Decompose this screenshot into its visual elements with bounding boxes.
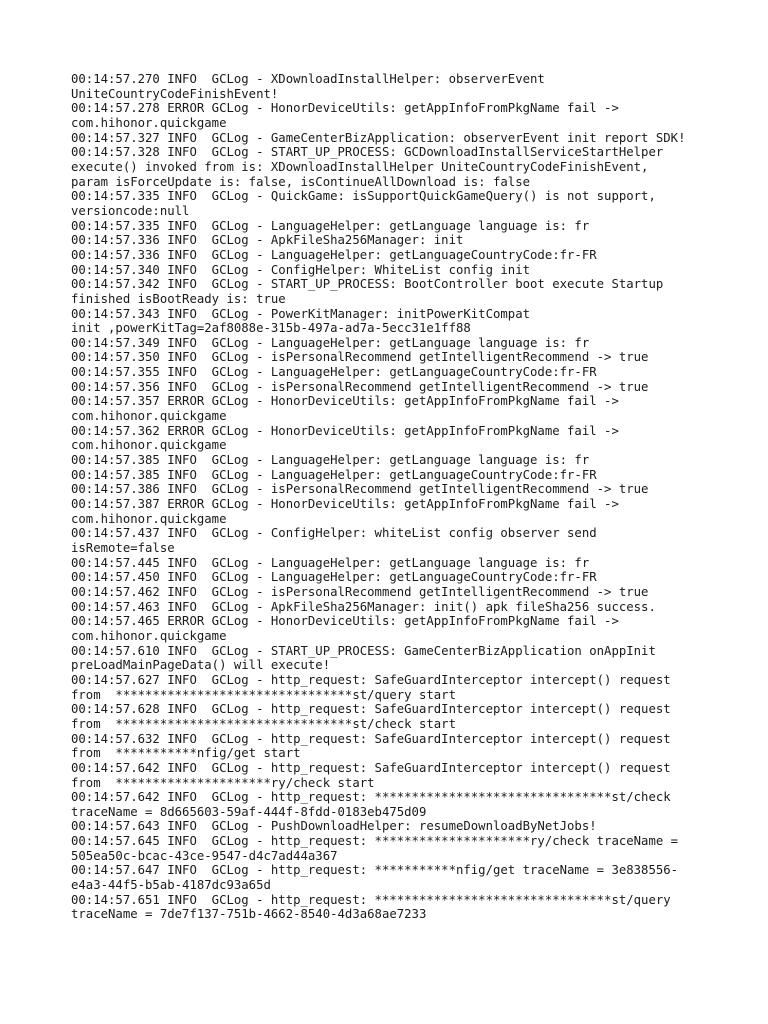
log-line: 505ea50c-bcac-43ce-9547-d4c7ad44a367	[71, 848, 338, 863]
log-line: 00:14:57.385 INFO GCLog - LanguageHelper: getLanguageCountryCode:fr-FR	[71, 467, 597, 482]
log-line: 00:14:57.362 ERROR GCLog - HonorDeviceUtils: getAppInfoFromPkgName fail ->	[71, 423, 619, 438]
log-line: 00:14:57.343 INFO GCLog - PowerKitManager: initPowerKitCompat	[71, 306, 531, 321]
log-line: init ,powerKitTag=2af8088e-315b-497a-ad7a-5ecc31e1ff88	[71, 321, 471, 336]
log-line: traceName = 8d665603-59af-444f-8fdd-0183eb475d09	[71, 804, 427, 819]
log-line: 00:14:57.328 INFO GCLog - START_UP_PROCESS: GCDownloadInstallServiceStartHelper	[71, 145, 664, 160]
log-line: from ********************************st/check start	[71, 716, 456, 731]
log-line: 00:14:57.465 ERROR GCLog - HonorDeviceUtils: getAppInfoFromPkgName fail ->	[71, 614, 619, 629]
log-line: 00:14:57.335 INFO GCLog - LanguageHelper: getLanguage language is: fr	[71, 218, 590, 233]
log-line: 00:14:57.270 INFO GCLog - XDownloadInstallHelper: observerEvent	[71, 72, 545, 86]
log-line: 00:14:57.462 INFO GCLog - isPersonalRecommend getIntelligentRecommend -> true	[71, 584, 649, 599]
log-line: 00:14:57.651 INFO GCLog - http_request: ********************************st/query	[71, 892, 671, 907]
log-line: 00:14:57.385 INFO GCLog - LanguageHelper: getLanguage language is: fr	[71, 453, 590, 468]
log-line: 00:14:57.327 INFO GCLog - GameCenterBizApplication: observerEvent init report SDK!	[71, 130, 686, 145]
log-line: 00:14:57.645 INFO GCLog - http_request: *********************ry/check traceName =	[71, 834, 679, 849]
log-line: 00:14:57.463 INFO GCLog - ApkFileSha256Manager: init() apk fileSha256 success.	[71, 599, 656, 614]
log-line: 00:14:57.450 INFO GCLog - LanguageHelper: getLanguageCountryCode:fr-FR	[71, 570, 597, 585]
log-line: versioncode:null	[71, 203, 190, 218]
log-line: 00:14:57.356 INFO GCLog - isPersonalRecommend getIntelligentRecommend -> true	[71, 379, 649, 394]
log-line: 00:14:57.357 ERROR GCLog - HonorDeviceUtils: getAppInfoFromPkgName fail ->	[71, 394, 619, 409]
log-line: 00:14:57.387 ERROR GCLog - HonorDeviceUtils: getAppInfoFromPkgName fail ->	[71, 497, 619, 512]
log-line: isRemote=false	[71, 541, 175, 555]
log-line: 00:14:57.336 INFO GCLog - ApkFileSha256Manager: init	[71, 233, 464, 248]
log-line: 00:14:57.355 INFO GCLog - LanguageHelper: getLanguageCountryCode:fr-FR	[71, 365, 597, 380]
log-line: com.hihonor.quickgame	[71, 438, 227, 453]
log-line: 00:14:57.350 INFO GCLog - isPersonalRecommend getIntelligentRecommend -> true	[71, 350, 649, 365]
log-line: finished isBootReady is: true	[71, 291, 286, 306]
log-line: 00:14:57.627 INFO GCLog - http_request: SafeGuardInterceptor intercept() request	[71, 672, 671, 687]
log-line: 00:14:57.445 INFO GCLog - LanguageHelper: getLanguage language is: fr	[71, 555, 590, 570]
log-line: e4a3-44f5-b5ab-4187dc93a65d	[71, 878, 271, 893]
log-line: 00:14:57.340 INFO GCLog - ConfigHelper: WhiteList config init	[71, 262, 531, 277]
log-line: com.hihonor.quickgame	[71, 409, 227, 424]
log-line: com.hihonor.quickgame	[71, 628, 227, 643]
log-line: 00:14:57.336 INFO GCLog - LanguageHelper: getLanguageCountryCode:fr-FR	[71, 247, 597, 262]
log-line: 00:14:57.642 INFO GCLog - http_request: ********************************st/check	[71, 790, 671, 805]
log-line: 00:14:57.643 INFO GCLog - PushDownloadHelper: resumeDownloadByNetJobs!	[71, 819, 597, 834]
log-document	[71, 72, 711, 922]
log-line: param isForceUpdate is: false, isContinueAllDownload is: false	[71, 174, 531, 189]
log-line: 00:14:57.278 ERROR GCLog - HonorDeviceUtils: getAppInfoFromPkgName fail ->	[71, 101, 619, 116]
log-line: traceName = 7de7f137-751b-4662-8540-4d3a68ae7233	[71, 907, 427, 922]
log-line: from ********************************st/query start	[71, 687, 456, 702]
log-line: 00:14:57.632 INFO GCLog - http_request: SafeGuardInterceptor intercept() request	[71, 731, 671, 746]
log-line: com.hihonor.quickgame	[71, 511, 227, 526]
log-line: 00:14:57.437 INFO GCLog - ConfigHelper: whiteList config observer send	[71, 526, 597, 541]
log-line: 00:14:57.647 INFO GCLog - http_request: ***********nfig/get traceName = 3e838556-	[71, 863, 679, 878]
log-line: com.hihonor.quickgame	[71, 115, 227, 130]
log-line: 00:14:57.628 INFO GCLog - http_request: SafeGuardInterceptor intercept() request	[71, 702, 671, 717]
log-line: preLoadMainPageData() will execute!	[71, 658, 331, 673]
log-line: execute() invoked from is: XDownloadInstallHelper UniteCountryCodeFinishEvent,	[71, 159, 649, 174]
log-line: 00:14:57.335 INFO GCLog - QuickGame: isSupportQuickGameQuery() is not support,	[71, 189, 656, 204]
log-line: 00:14:57.342 INFO GCLog - START_UP_PROCESS: BootController boot execute Startup	[71, 277, 664, 292]
log-line: 00:14:57.349 INFO GCLog - LanguageHelper: getLanguage language is: fr	[71, 335, 590, 350]
log-line: from *********************ry/check start	[71, 775, 375, 790]
log-line: from ***********nfig/get start	[71, 746, 301, 761]
log-text-block	[71, 72, 711, 922]
log-line: 00:14:57.386 INFO GCLog - isPersonalRecommend getIntelligentRecommend -> true	[71, 482, 649, 497]
log-line: UniteCountryCodeFinishEvent!	[71, 86, 279, 101]
log-line: 00:14:57.610 INFO GCLog - START_UP_PROCESS: GameCenterBizApplication onAppInit	[71, 643, 656, 658]
log-line: 00:14:57.642 INFO GCLog - http_request: SafeGuardInterceptor intercept() request	[71, 760, 671, 775]
